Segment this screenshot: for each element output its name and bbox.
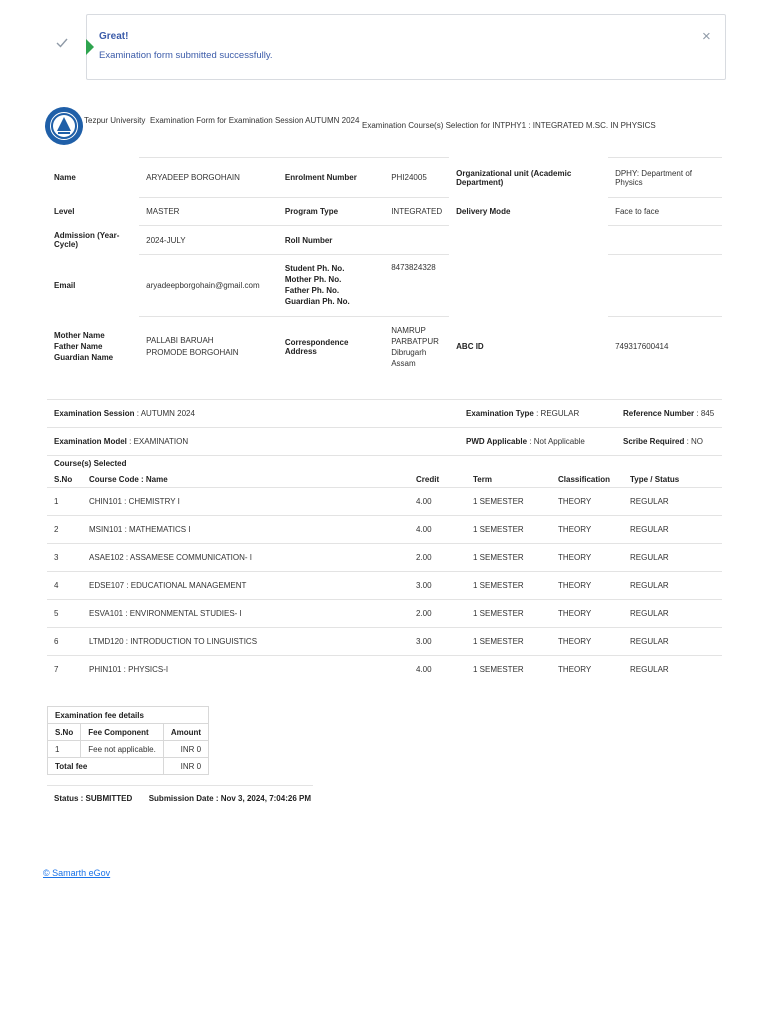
father-name-label: Father Name [54,342,103,351]
phone-labels [278,255,384,317]
course-classification: THEORY [558,665,592,675]
courses-selected-title: Course(s) Selected [54,459,127,469]
course-row [47,516,722,544]
course-status: REGULAR [630,581,669,590]
father-phone-label: Father Ph. No. [284,286,340,295]
enrolment-label: Enrolment Number [278,158,384,198]
delivery-mode-label: Delivery Mode [456,207,511,216]
col-credit: Credit [416,474,440,484]
course-name: MSIN101 : MATHEMATICS I [89,525,191,534]
alert-title: Great! [99,31,129,42]
course-row [47,488,722,516]
course-name: PHIN101 : PHYSICS-I [89,665,169,675]
course-classification: THEORY [558,581,592,590]
course-term: 1 SEMESTER [473,581,524,590]
reference-number: Reference Number : 845 [623,409,715,418]
status-divider [47,785,313,786]
col-status: Type / Status [630,474,680,484]
course-term: 1 SEMESTER [473,609,524,618]
fee-col-component: Fee Component [81,724,164,741]
course-status: REGULAR [630,553,669,562]
parent-name-values [139,317,278,377]
course-classification: THEORY [558,637,592,646]
correspondence-value [384,317,449,377]
course-classification: THEORY [558,497,592,506]
guardian-name-label: Guardian Name [54,353,114,362]
program-type-label: Program Type [278,198,384,226]
close-icon[interactable]: × [702,28,711,45]
level-value: MASTER [139,198,278,226]
course-sno: 5 [54,609,59,618]
alert-message: Examination form submitted successfully. [99,50,273,61]
email-value: aryadeepborgohain@gmail.com [139,255,278,317]
samarth-egov-link[interactable]: © Samarth eGov [43,868,111,878]
course-credit: 2.00 [416,609,432,618]
org-unit-label: Organizational unit (Academic Department) [456,168,572,187]
name-value: ARYADEEP BORGOHAIN [139,158,278,198]
course-name: ASAE102 : ASSAMESE COMMUNICATION- I [89,553,252,562]
submission-date: Submission Date : Nov 3, 2024, 7:04:26 PM [148,794,311,803]
fee-details-table [47,706,209,775]
submission-status [54,794,311,803]
admission-value: 2024-JULY [139,226,278,255]
address-line-2: PARBATPUR [391,336,439,346]
exam-type: Examination Type : REGULAR [466,409,580,418]
course-name: CHIN101 : CHEMISTRY I [89,497,180,506]
fee-row-component: Fee not applicable. [81,741,164,758]
col-classification: Classification [558,474,611,484]
admission-label: Admission (Year-Cycle) [54,231,120,249]
fee-title: Examination fee details [48,707,209,724]
address-line-1: NAMRUP [391,325,426,335]
scribe-required: Scribe Required : NO [623,437,704,446]
course-status: REGULAR [630,637,669,646]
course-classification: THEORY [558,525,592,534]
course-sno: 6 [54,637,59,646]
roll-value [384,226,449,255]
address-line-4: Assam [391,358,416,368]
course-row [47,544,722,572]
success-alert [86,14,726,80]
alert-accent-arrow-icon [86,39,94,55]
course-credit: 4.00 [416,665,432,675]
course-name: LTMD120 : INTRODUCTION TO LINGUISTICS [89,637,258,646]
col-sno: S.No [54,474,73,484]
course-row [47,628,722,656]
enrolment-value: PHI24005 [384,158,449,198]
fee-col-sno: S.No [48,724,81,741]
col-term: Term [473,474,492,484]
check-icon [55,36,69,50]
course-term: 1 SEMESTER [473,525,524,534]
roll-label: Roll Number [278,226,384,255]
course-sno: 4 [54,581,59,590]
course-selection-title: Examination Course(s) Selection for INTPHY1 : INTEGRATED M.SC. IN PHYSICS [362,121,656,130]
abc-label: ABC ID [456,342,484,351]
level-label: Level [54,207,75,216]
course-term: 1 SEMESTER [473,553,524,562]
course-name: ESVA101 : ENVIRONMENTAL STUDIES- I [89,609,242,618]
pwd-applicable: PWD Applicable : Not Applicable [466,437,585,446]
exam-details-table [47,399,722,684]
course-term: 1 SEMESTER [473,637,524,646]
course-table-header [47,472,722,488]
university-name: Tezpur University [84,116,146,125]
course-credit: 2.00 [416,553,432,562]
course-row [47,600,722,628]
exam-session: Examination Session : AUTUMN 2024 [54,409,195,418]
student-info-table [47,157,722,377]
course-sno: 7 [54,665,59,675]
course-classification: THEORY [558,609,592,618]
mother-phone-label: Mother Ph. No. [284,275,342,284]
course-status: REGULAR [630,609,669,618]
course-credit: 3.00 [416,581,432,590]
fee-row-amount: INR 0 [163,741,208,758]
fee-total-amount: INR 0 [163,758,208,775]
father-name-value: PROMODE BORGOHAIN [146,347,239,357]
address-line-3: Dibrugarh [391,347,427,357]
course-credit: 4.00 [416,525,432,534]
course-status: REGULAR [630,497,669,506]
course-sno: 3 [54,553,59,562]
fee-total-label: Total fee [48,758,164,775]
course-classification: THEORY [558,553,592,562]
student-phone-label: Student Ph. No. [284,264,345,273]
course-status: REGULAR [630,665,669,675]
mother-name-label: Mother Name [54,331,105,340]
fee-row-sno: 1 [48,741,81,758]
course-term: 1 SEMESTER [473,497,524,506]
course-row [47,572,722,600]
course-name: EDSE107 : EDUCATIONAL MANAGEMENT [89,581,247,590]
course-credit: 3.00 [416,637,432,646]
fee-col-amount: Amount [163,724,208,741]
mother-name-value: PALLABI BARUAH [146,335,214,345]
course-status: REGULAR [630,525,669,534]
course-term: 1 SEMESTER [473,665,524,675]
correspondence-label: Correspondence Address [278,317,384,377]
status-text: Status : SUBMITTED [54,794,133,803]
course-credit: 4.00 [416,497,432,506]
delivery-mode-value: Face to face [608,198,722,226]
name-label: Name [54,173,76,182]
guardian-phone-label: Guardian Ph. No. [284,297,350,306]
exam-model: Examination Model : EXAMINATION [54,437,189,446]
university-logo [44,106,84,146]
abc-value: 749317600414 [608,317,722,377]
course-sno: 1 [54,497,59,506]
course-row [47,656,722,684]
org-unit-value: DPHY: Department of Physics [608,158,722,198]
student-phone-value: 8473824328 [384,255,449,317]
email-label: Email [54,281,76,290]
col-course: Course Code : Name [89,474,168,484]
form-title: Examination Form for Examination Session AUTUMN 2024 [150,116,360,125]
course-sno: 2 [54,525,59,534]
parent-name-labels [47,317,139,377]
program-type-value: INTEGRATED [384,198,449,226]
